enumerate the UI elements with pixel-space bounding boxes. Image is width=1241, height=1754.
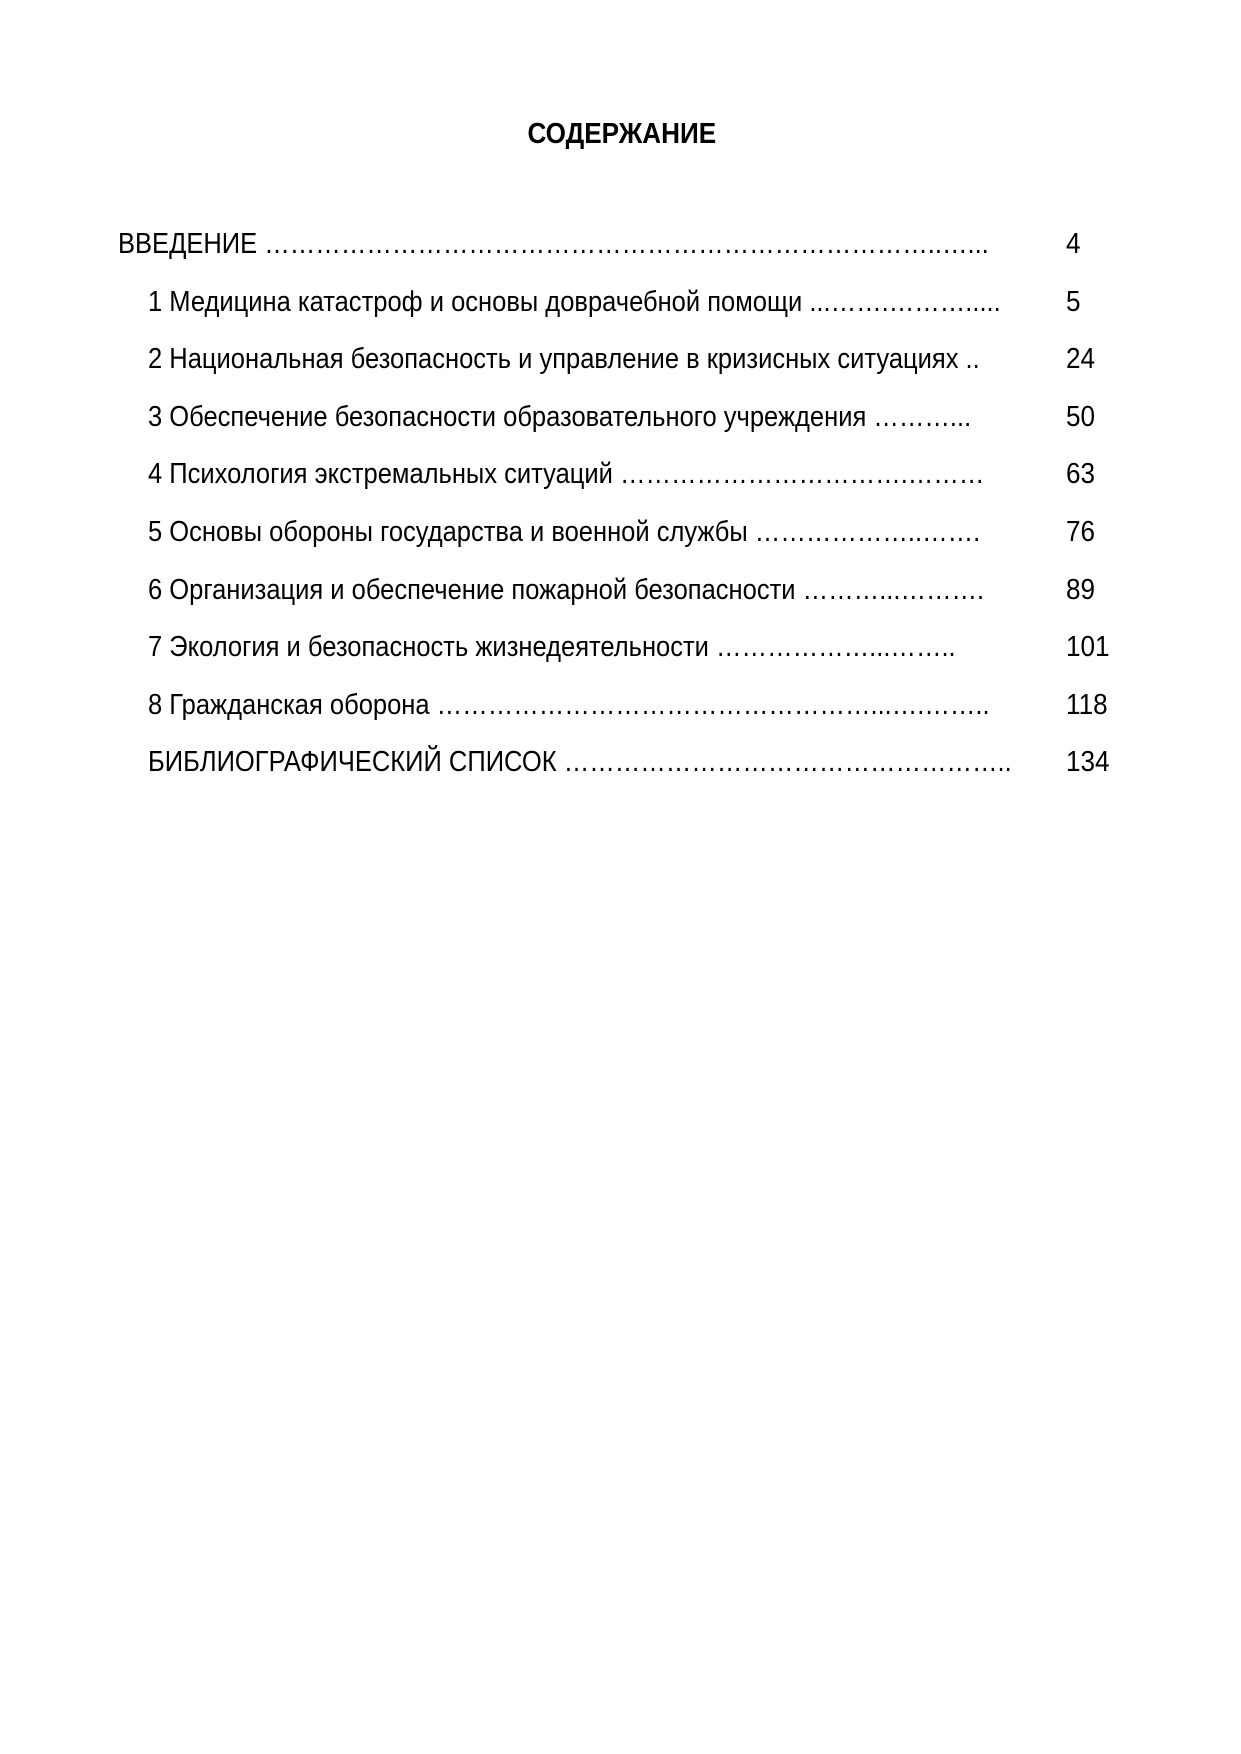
toc-entry-page-number: 89 — [1066, 573, 1096, 606]
toc-entry-label: 6 Организация и обеспечение пожарной безопасности ………...………. — [148, 573, 985, 606]
toc-entry-page-number: 118 — [1066, 688, 1108, 721]
toc-entry-label: 8 Гражданская оборона ……………………………………………...….…….. — [148, 688, 990, 721]
toc-entry-page-number: 50 — [1066, 400, 1096, 433]
toc-entry-label: 7 Экология и безопасность жизнедеятельности ………………...…….. — [148, 631, 956, 664]
toc-entry[interactable] — [0, 574, 1241, 632]
toc-entry[interactable] — [0, 343, 1241, 401]
toc-entry-label: 2 Национальная безопасность и управление в кризисных ситуациях .. — [148, 343, 980, 376]
toc-entry-page-number: 101 — [1066, 631, 1110, 664]
toc-entry[interactable] — [0, 516, 1241, 574]
toc-entry[interactable] — [0, 631, 1241, 689]
toc-entry-label: 5 Основы обороны государства и военной службы ………………..……. — [148, 515, 981, 548]
toc-entry[interactable] — [0, 228, 1241, 286]
toc-entry-page-number: 134 — [1066, 746, 1110, 779]
toc-entry-page-number: 63 — [1066, 458, 1096, 491]
toc-entry-label: 4 Психология экстремальных ситуаций …………………………….……… — [148, 458, 985, 491]
toc-entry-page-number: 5 — [1066, 285, 1081, 318]
toc-entry-page-number: 24 — [1066, 343, 1096, 376]
toc-entry-label: 3 Обеспечение безопасности образовательного учреждения ………... — [148, 400, 972, 433]
toc-entry[interactable] — [0, 689, 1241, 747]
toc-entry-label: ВВЕДЕНИЕ ……………………………………………………………………..…... — [118, 228, 989, 260]
table-of-contents — [0, 228, 1241, 804]
toc-entry-label: БИБЛИОГРАФИЧЕСКИЙ СПИСОК …………………………………………….. — [148, 746, 1012, 779]
toc-entry[interactable] — [0, 401, 1241, 459]
page-title: СОДЕРЖАНИЕ — [527, 118, 716, 150]
toc-entry-page-number: 4 — [1066, 228, 1081, 260]
toc-entry[interactable] — [0, 286, 1241, 344]
toc-entry-label: 1 Медицина катастроф и основы доврачебной помощи ...…….………..... — [148, 285, 1001, 318]
toc-entry[interactable] — [0, 458, 1241, 516]
toc-entry-page-number: 76 — [1066, 515, 1096, 548]
toc-entry[interactable] — [0, 746, 1241, 804]
